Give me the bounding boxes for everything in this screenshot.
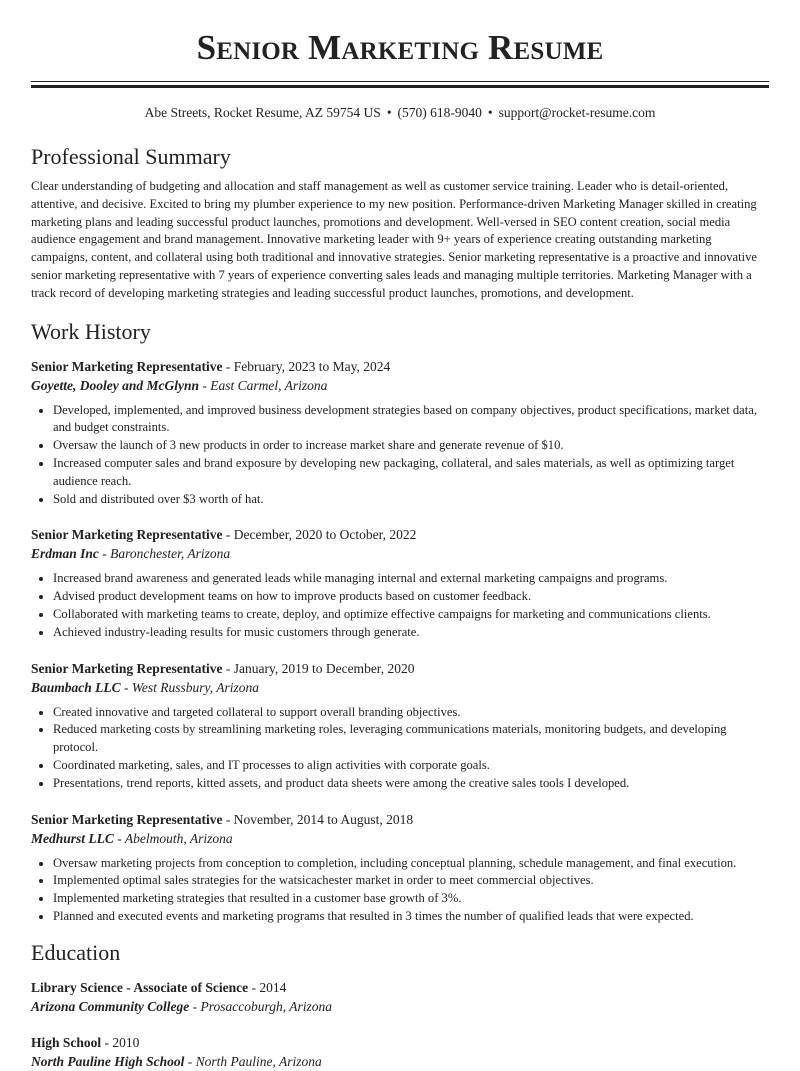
- education-degree: Library Science - Associate of Science: [31, 979, 249, 995]
- list-item: • Achieved industry-leading results for music customers through generate.: [53, 624, 769, 642]
- list-item: • Presentations, trend reports, kitted assets, and product data sheets were among the creative sales tools I developed.: [53, 775, 769, 793]
- job-bullets: [31, 402, 769, 509]
- job-dates: - November, 2014 to August, 2018: [225, 811, 414, 827]
- job-bullets: [31, 704, 769, 793]
- education-year: - 2014: [251, 979, 287, 995]
- list-item: • Reduced marketing costs by streamlining marketing roles, leveraging communications materials, monitoring budgets, and developing protocol.: [53, 721, 769, 757]
- job-header: [31, 357, 769, 376]
- education-school-line: [31, 997, 769, 1016]
- job-title: Senior Marketing Representative: [31, 358, 223, 374]
- job-header: [31, 659, 769, 678]
- job-title: Senior Marketing Representative: [31, 811, 223, 827]
- job-location: - Abelmouth, Arizona: [117, 830, 233, 846]
- job-location: - Baronchester, Arizona: [102, 546, 231, 562]
- job-bullets: [31, 855, 769, 926]
- job-entry: [31, 525, 769, 641]
- list-item: • Developed, implemented, and improved business development strategies based on company objectives, product specifications, market data, and budget constraints.: [53, 402, 769, 438]
- education-degree: High School: [31, 1034, 102, 1050]
- summary-text: Clear understanding of budgeting and allocation and staff management as well as customer service training. Leader who is detail-oriented, attentive, and decisive. Excited to bring my plumber experience to my new position. Performance-driven Marketing Manager skilled in creating marketing plans and leading successful product launches, promotions and development. Well-versed in SEO content creation, social media audience engagement and brand management. Innovative marketing leader with 9+ years of experience creating outstanding marketing campaigns, content, and collateral using both traditional and innovative strategies. Senior marketing representative is a proactive and innovative senior marketing representative with 7 years of experience converting sales leads and managing multiple territories. Marketing Manager with a track record of developing marketing strategies and leading successful product launches, promotions, and development.: [31, 179, 758, 300]
- list-item: • Implemented optimal sales strategies for the watsicachester market in order to meet commercial objectives.: [53, 872, 769, 890]
- list-item: • Advised product development teams on how to improve products based on customer feedback.: [53, 588, 769, 606]
- education-school: Arizona Community College: [31, 998, 190, 1014]
- list-item: • Increased brand awareness and generated leads while managing internal and external marketing campaigns and programs.: [53, 570, 769, 588]
- education-school: North Pauline High School: [31, 1053, 185, 1069]
- job-title: Senior Marketing Representative: [31, 527, 223, 543]
- list-item: • Implemented marketing strategies that resulted in a customer base growth of 3%.: [53, 890, 769, 908]
- job-header: [31, 525, 769, 544]
- job-company: Erdman Inc: [31, 546, 99, 562]
- job-company: Medhurst LLC: [31, 830, 114, 846]
- list-item: • Sold and distributed over $3 worth of hat.: [53, 491, 769, 509]
- job-company: Goyette, Dooley and McGlynn: [31, 377, 199, 393]
- job-location: - West Russbury, Arizona: [124, 679, 260, 695]
- job-entry: [31, 659, 769, 793]
- job-bullets: [31, 570, 769, 641]
- contact-phone: (570) 618-9040: [397, 105, 482, 120]
- job-entry: [31, 357, 769, 509]
- list-item: • Oversaw marketing projects from conception to completion, including conceptual planning, schedule management, and final execution.: [53, 855, 769, 873]
- education-header: [31, 1033, 769, 1052]
- job-company-line: [31, 829, 769, 848]
- job-company-line: [31, 678, 769, 697]
- job-location: - East Carmel, Arizona: [202, 377, 328, 393]
- job-dates: - December, 2020 to October, 2022: [225, 527, 417, 543]
- education-location: - North Pauline, Arizona: [187, 1053, 322, 1069]
- education-heading: Education: [31, 939, 121, 965]
- education-entry: [31, 1033, 769, 1071]
- contact-separator: •: [386, 105, 392, 120]
- title-rule-thin: [31, 81, 769, 82]
- job-header: [31, 810, 769, 829]
- education-header: [31, 978, 769, 997]
- job-entry: [31, 810, 769, 926]
- education-location: - Prosaccoburgh, Arizona: [192, 998, 333, 1014]
- list-item: • Coordinated marketing, sales, and IT processes to align activities with corporate goals.: [53, 757, 769, 775]
- contact-line: [0, 105, 800, 121]
- education-year: - 2010: [104, 1034, 140, 1050]
- list-item: • Collaborated with marketing teams to create, deploy, and optimize effective campaigns for marketing and communications clients.: [53, 606, 769, 624]
- job-title: Senior Marketing Representative: [31, 660, 223, 676]
- resume-content: [31, 140, 769, 1071]
- job-company-line: [31, 544, 769, 563]
- summary-heading: Professional Summary: [31, 144, 231, 169]
- job-dates: - February, 2023 to May, 2024: [225, 358, 391, 374]
- job-dates: - January, 2019 to December, 2020: [225, 660, 415, 676]
- list-item: • Created innovative and targeted collateral to support overall branding objectives.: [53, 704, 769, 722]
- job-company: Baumbach LLC: [31, 679, 121, 695]
- contact-address: Abe Streets, Rocket Resume, AZ 59754 US: [144, 105, 381, 120]
- education-entry: [31, 978, 769, 1016]
- contact-separator: •: [487, 105, 493, 120]
- education-school-line: [31, 1052, 769, 1071]
- list-item: • Increased computer sales and brand exposure by developing new packaging, collateral, and sales materials, as well as optimizing target audience reach.: [53, 455, 769, 491]
- list-item: • Planned and executed events and marketing programs that resulted in 3 times the number of qualified leads that were expected.: [53, 908, 769, 926]
- contact-email: support@rocket-resume.com: [498, 105, 656, 120]
- work-history-heading: Work History: [31, 318, 151, 344]
- list-item: • Oversaw the launch of 3 new products in order to increase market share and generate revenue of $10.: [53, 437, 769, 455]
- resume-title: Senior Marketing Resume: [196, 28, 604, 67]
- job-company-line: [31, 376, 769, 395]
- title-rule-thick: [31, 85, 769, 88]
